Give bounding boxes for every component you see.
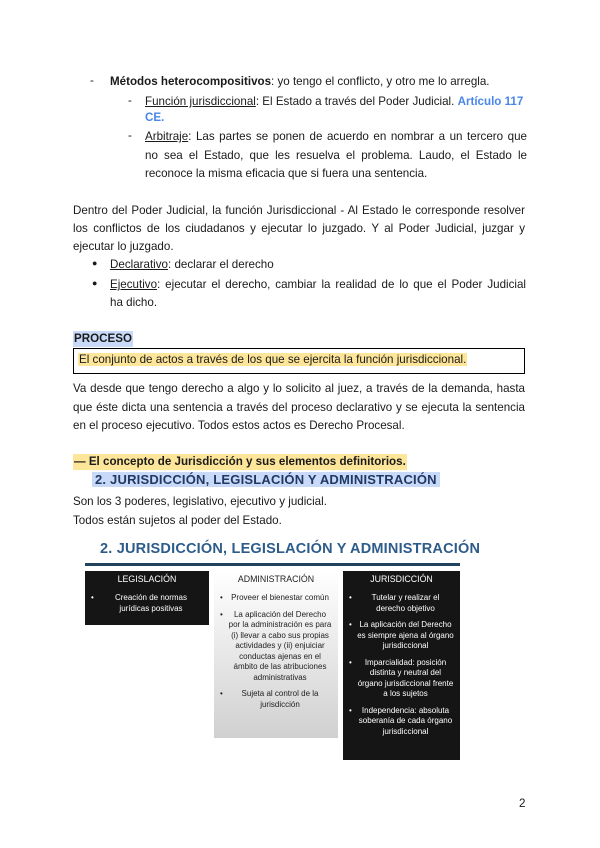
proceso-heading: PROCESO bbox=[74, 332, 132, 345]
section2-line2: Todos están sujetos al poder del Estado. bbox=[73, 514, 282, 527]
arbitraje-label: Arbitraje bbox=[145, 130, 189, 143]
articulo-link[interactable]: Artículo 117 bbox=[457, 95, 524, 108]
articulo-link-cont[interactable]: CE. bbox=[145, 111, 165, 124]
ejecutivo-line2: ha dicho. bbox=[110, 296, 158, 309]
administracion-item: • Sujeta al control de la jurisdicción bbox=[220, 689, 332, 710]
concepto-heading: — El concepto de Jurisdicción y sus elementos definitorios. bbox=[74, 455, 406, 468]
jurisdiccion-column bbox=[343, 571, 460, 760]
metodos-heterocompositivos bbox=[110, 74, 530, 90]
proceso-definition: El conjunto de actos a través de los que se ejercita la función jurisdiccional. bbox=[79, 353, 467, 366]
funcion-jurisdiccional-item bbox=[145, 94, 535, 110]
page-number: 2 bbox=[519, 797, 526, 810]
list-dash: - bbox=[128, 94, 132, 107]
ejecutivo-label: Ejecutivo bbox=[110, 278, 158, 291]
arbitraje-line1 bbox=[145, 129, 527, 145]
bullet-icon: ● bbox=[92, 278, 98, 288]
legislacion-item: • Creación de normas jurídicas positivas bbox=[91, 593, 203, 614]
poder-judicial-line3: ejecutar lo juzgado. bbox=[73, 240, 174, 253]
proceso-line1: Va desde que tengo derecho a algo y lo solicito al juez, a través de la demanda, hasta bbox=[73, 382, 525, 395]
poder-judicial-line1: Dentro del Poder Judicial, la función Jurisdiccional - Al Estado le corresponde resolver bbox=[73, 204, 525, 217]
administracion-item: • La aplicación del Derecho por la administración es para (i) llevar a cabo sus propias actividades y (ii) enjuiciar conductas ajenas en el ámbito de las atribuciones administrativas bbox=[220, 610, 332, 684]
administracion-column bbox=[214, 571, 338, 738]
proceso-line2: que éste dicta una sentencia a través del proceso declarativo y se ejecuta la sentencia bbox=[73, 401, 525, 414]
jurisdiccion-item: • Independencia: absoluta soberanía de cada órgano jurisdiccional bbox=[349, 706, 454, 738]
list-dash: - bbox=[128, 129, 132, 142]
metodos-text: : yo tengo el conflicto, y otro me lo arregla. bbox=[271, 75, 490, 88]
section2-line1: Son los 3 poderes, legislativo, ejecutivo y judicial. bbox=[73, 495, 327, 508]
declarativo-item bbox=[110, 257, 274, 273]
arbitraje-text: : Las partes se ponen de acuerdo en nombrar a un tercero que bbox=[188, 130, 527, 143]
declarativo-label: Declarativo bbox=[110, 258, 168, 271]
diagram-title: 2. JURISDICCIÓN, LEGISLACIÓN Y ADMINISTRACIÓN bbox=[100, 541, 481, 557]
ejecutivo-text: : ejecutar el derecho, cambiar la realidad de lo que el Poder Judicial bbox=[157, 278, 526, 291]
list-dash: - bbox=[90, 74, 94, 87]
poder-judicial-line2: los conflictos de los ciudadanos y ejecutar lo juzgado. Y al Poder Judicial, juzgar y bbox=[73, 222, 525, 235]
jurisdiccion-item: • Tutelar y realizar el derecho objetivo bbox=[349, 593, 454, 614]
administracion-item: • Proveer el bienestar común bbox=[220, 593, 332, 604]
arbitraje-line3: reconoce la misma eficacia que si fuera una sentencia. bbox=[145, 167, 428, 180]
proceso-definition-box bbox=[73, 348, 525, 374]
legislacion-column bbox=[85, 571, 209, 625]
declarativo-text: : declarar el derecho bbox=[168, 258, 274, 271]
jurisdiccion-item: • Imparcialidad: posición distinta y neutral del órgano jurisdiccional frente a los sujetos bbox=[349, 658, 454, 700]
legislacion-header: LEGISLACIÓN bbox=[117, 574, 177, 584]
bullet-icon: ● bbox=[92, 258, 98, 268]
administracion-header: ADMINISTRACIÓN bbox=[237, 574, 315, 584]
ejecutivo-item bbox=[110, 277, 526, 293]
arbitraje-line2: no sea el Estado, que les resuelva el problema. Laudo, el Estado le bbox=[145, 149, 527, 162]
metodos-label: Métodos heterocompositivos bbox=[110, 75, 272, 88]
funcion-label: Función jurisdiccional bbox=[145, 95, 256, 108]
jurisdiccion-header: JURISDICCIÓN bbox=[370, 574, 433, 584]
diagram-divider bbox=[85, 563, 460, 566]
section2-heading: 2. JURISDICCIÓN, LEGISLACIÓN Y ADMINISTRACIÓN bbox=[92, 472, 440, 487]
funcion-text: : El Estado a través del Poder Judicial. bbox=[255, 95, 455, 108]
proceso-line3: en el proceso ejecutivo. Todos estos actos es Derecho Procesal. bbox=[73, 419, 405, 432]
jurisdiccion-item: • La aplicación del Derecho es siempre ajena al órgano jurisdiccional bbox=[349, 620, 454, 652]
